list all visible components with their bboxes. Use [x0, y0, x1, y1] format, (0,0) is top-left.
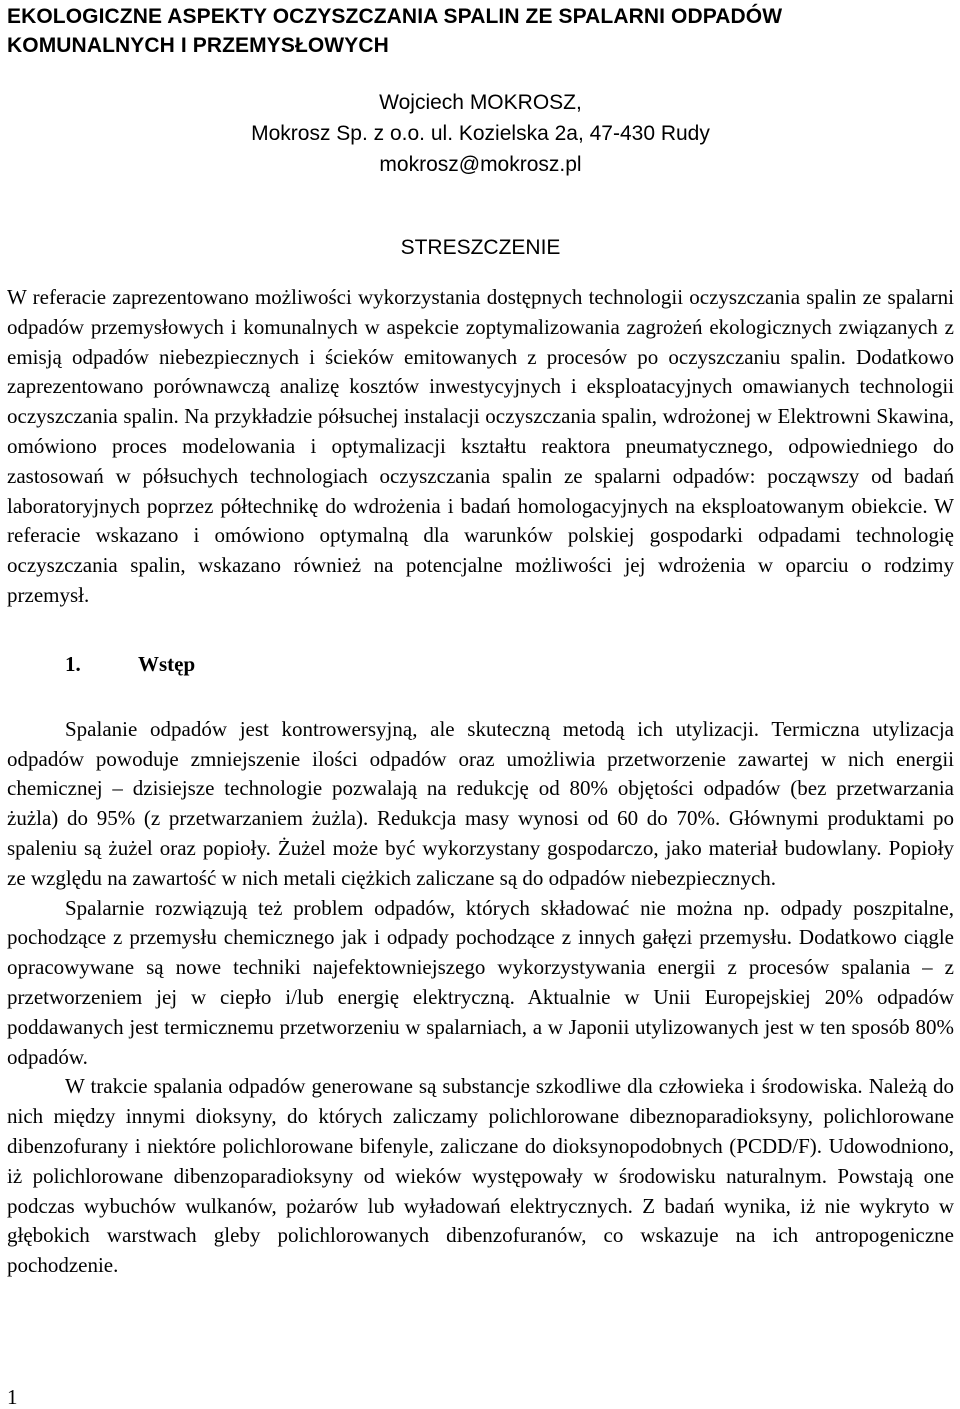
abstract-text: W referacie zaprezentowano możliwości wykorzystania dostępnych technologii oczyszczania spalin ze spalarni odpadów przemysłowych i komunalnych w aspekcie zoptymalizowania zagrożeń ekologicznych związanych z emisją odpadów niebezpiecznych i ścieków emitowanych z procesów po oczyszczaniu spalin. Dodatkowo zaprezentowano porównawczą analizę kosztów inwestycyjnych i eksploatacyjnych omawianych technologii oczyszczania spalin. Na przykładzie półsuchej instalacji oczyszczania spalin, wdrożonej w Elektrowni Skawina, omówiono proces modelowania i optymalizacji kształtu reaktora pneumatycznego, odpowiedniego do zastosowań w półsuchych technologiach oczyszczania spalin ze spalarni odpadów: począwszy od badań laboratoryjnych poprzez półtechnikę do wdrożenia i badań homologacyjnych na eksploatowanym obiekcie. W referacie wskazano i omówiono optymalną dla warunków polskiej gospodarki odpadami technologię oczyszczania spalin, wskazano również na potencjalne możliwości jej wdrożenia w oparciu o rodzimy przemysł. [7, 285, 954, 607]
section-number: 1. [65, 651, 81, 676]
paper-title-line: EKOLOGICZNE ASPEKTY OCZYSZCZANIA SPALIN ZE SPALARNI ODPADÓW [7, 5, 783, 28]
page-number: 1 [7, 1385, 18, 1409]
author-block [7, 87, 954, 180]
body-paragraph: Spalarnie rozwiązują też problem odpadów, których składować nie można np. odpady poszpitalne, pochodzące z przemysłu chemicznego jak i odpady pochodzące z innych gałęzi przemysłu. Dodatkowo ciągle opracowywane są nowe techniki najefektowniejszego wykorzystywania energii z procesów spalania – z przetworzeniem jej w ciepło i/lub energię elektryczną. Aktualnie w Unii Europejskiej 20% odpadów poddawanych jest termicznemu przetworzeniu w spalarniach, a w Japonii utylizowanych jest w ten sposób 80% odpadów. [7, 895, 954, 1069]
paper-title-line: KOMUNALNYCH I PRZEMYSŁOWYCH [7, 34, 389, 57]
body-paragraph: Spalanie odpadów jest kontrowersyjną, ale skuteczną metodą ich utylizacji. Termiczna utylizacja odpadów powoduje zmniejszenie ilości odpadów oraz umożliwia przetworzenie zawartej w nich energii chemicznej – dzisiejsze technologie pozwalają na redukcję od 80% objętości odpadów (bez przetwarzania żużla) do 95% (z przetwarzaniem żużla). Redukcja masy wynosi od 60 do 70%. Głównymi produktami po spaleniu są żużel oraz popioły. Żużel może być wykorzystany gospodarczo, jako materiał budowlany. Popioły ze względu na zawartość w nich metali ciężkich zaliczane są do odpadów niebezpiecznych. [7, 716, 954, 890]
author-email: mokrosz@mokrosz.pl [379, 153, 582, 176]
abstract-heading: STRESZCZENIE [400, 236, 561, 259]
paper-title [7, 2, 954, 60]
section-title: Wstęp [138, 651, 196, 676]
author-affiliation: Mokrosz Sp. z o.o. ul. Kozielska 2a, 47-430 Rudy [251, 122, 710, 145]
author-name: Wojciech MOKROSZ, [379, 91, 582, 114]
body-paragraph: W trakcie spalania odpadów generowane są substancje szkodliwe dla człowieka i środowiska. Należą do nich między innymi dioksyny, do których zaliczamy polichlorowane dibeznoparadioksyny, polichlorowane dibenzofurany i niektóre polichlorowane bifenyle, zaliczane do dioksynopodobnych (PCDD/F). Udowodniono, iż polichlorowane dibenzoparadioksyny od wieków występowały w środowisku naturalnym. Powstają one podczas wybuchów wulkanów, pożarów lub wyładowań elektrycznych. Z badań wynika, iż nie wykryto w głębokich warstwach gleby polichlorowanych dibenzofuranów, co wskazuje na ich antropogeniczne pochodzenie. [7, 1074, 954, 1278]
section-heading [7, 649, 954, 679]
